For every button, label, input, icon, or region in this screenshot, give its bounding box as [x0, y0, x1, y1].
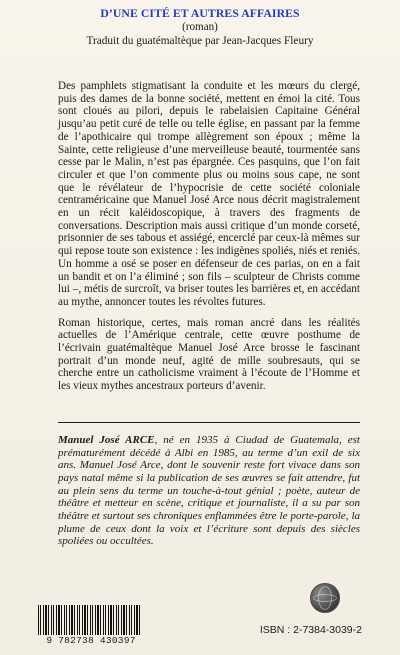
- genre-label: (roman): [182, 21, 218, 33]
- globe-logo-icon: [310, 583, 340, 613]
- barcode-block: [38, 605, 142, 645]
- isbn-label: ISBN : 2-7384-3039-2: [259, 624, 362, 636]
- description-text: [58, 80, 360, 401]
- author-note: [58, 434, 360, 548]
- barcode-number: 9 782738 430397: [46, 635, 136, 646]
- description-paragraph-1: Des pamphlets stigmatisant la conduite et les mœurs du clergé, puis des dames de la bonne société, mettent en émoi la cité. Tous sont cloués au pilori, depuis le rabelaisien Capitaine Général jusqu’au petit curé de telle ou telle église, en passant par la femme de l’apothicaire qui trompe allègrement son époux ; même la Sainte, cette religieuse d’une merveilleuse beauté, tourmentée sans cesse par le Malin, n’est pas épargnée. Ces pasquins, que l’on fait circuler et que l’on commente plus ou moins sous cape, ne sont que le révélateur de l’hypocrisie de cette société coloniale centraméricaine que Manuel José Arce nous décrit magistralement en un récit kaléidoscopique, à travers des fragments de conversations. Description mais aussi critique d’un monde corseté, prisonnier de ses tabous et assiégé, encerclé par ceux-là mêmes sur qui repose toute son existence : les indigènes spoliés, niés et reniés. Un homme a osé se poser en défenseur de ces parias, on en a fait un bandit et on l’a éliminé ; son fils – sculpteur de Christs comme lui –, métis de surcroît, va briser toutes les barrières et, en accédant au mythe, annoncer toutes les révoltes futures.: [58, 80, 360, 308]
- section-divider: [58, 422, 360, 423]
- book-title: D’UNE CITÉ ET AUTRES AFFAIRES: [100, 7, 300, 20]
- author-name: Manuel José ARCE: [58, 434, 155, 446]
- author-biography: , né en 1935 à Ciudad de Guatemala, est prématurément décédé à Albi en 1985, au terme d’un exil de six ans. Manuel José Arce, dont le souvenir reste fort vivace dans son pays natal même si la publication de ses œuvres se fait attendre, fut au plein sens du terme un touche-à-tout génial ; poète, auteur de théâtre et metteur en scène, critique et journaliste, il a su par son théâtre et surtout ses chroniques enflammées être le porte-parole, la plume de ceux dont la voix et l’écriture sont depuis des siècles spoliées ou occultées.: [58, 434, 360, 548]
- header: [0, 7, 400, 48]
- publication-footer: [0, 577, 400, 655]
- translation-credit: Traduit du guatémaltèque par Jean-Jacques Fleury: [86, 35, 314, 47]
- barcode-icon: [38, 605, 142, 635]
- description-paragraph-2: Roman historique, certes, mais roman ancré dans les réalités actuelles de l’Amérique centrale, cette œuvre posthume de l’écrivain guatémaltèque Manuel José Arce brosse le fascinant portrait d’un monde neuf, agité de mille soubresauts, qui se cherche entre un catholicisme vraiment à l’écoute de l’Homme et les vieux mythes ancestraux porteurs d’avenir.: [58, 316, 360, 393]
